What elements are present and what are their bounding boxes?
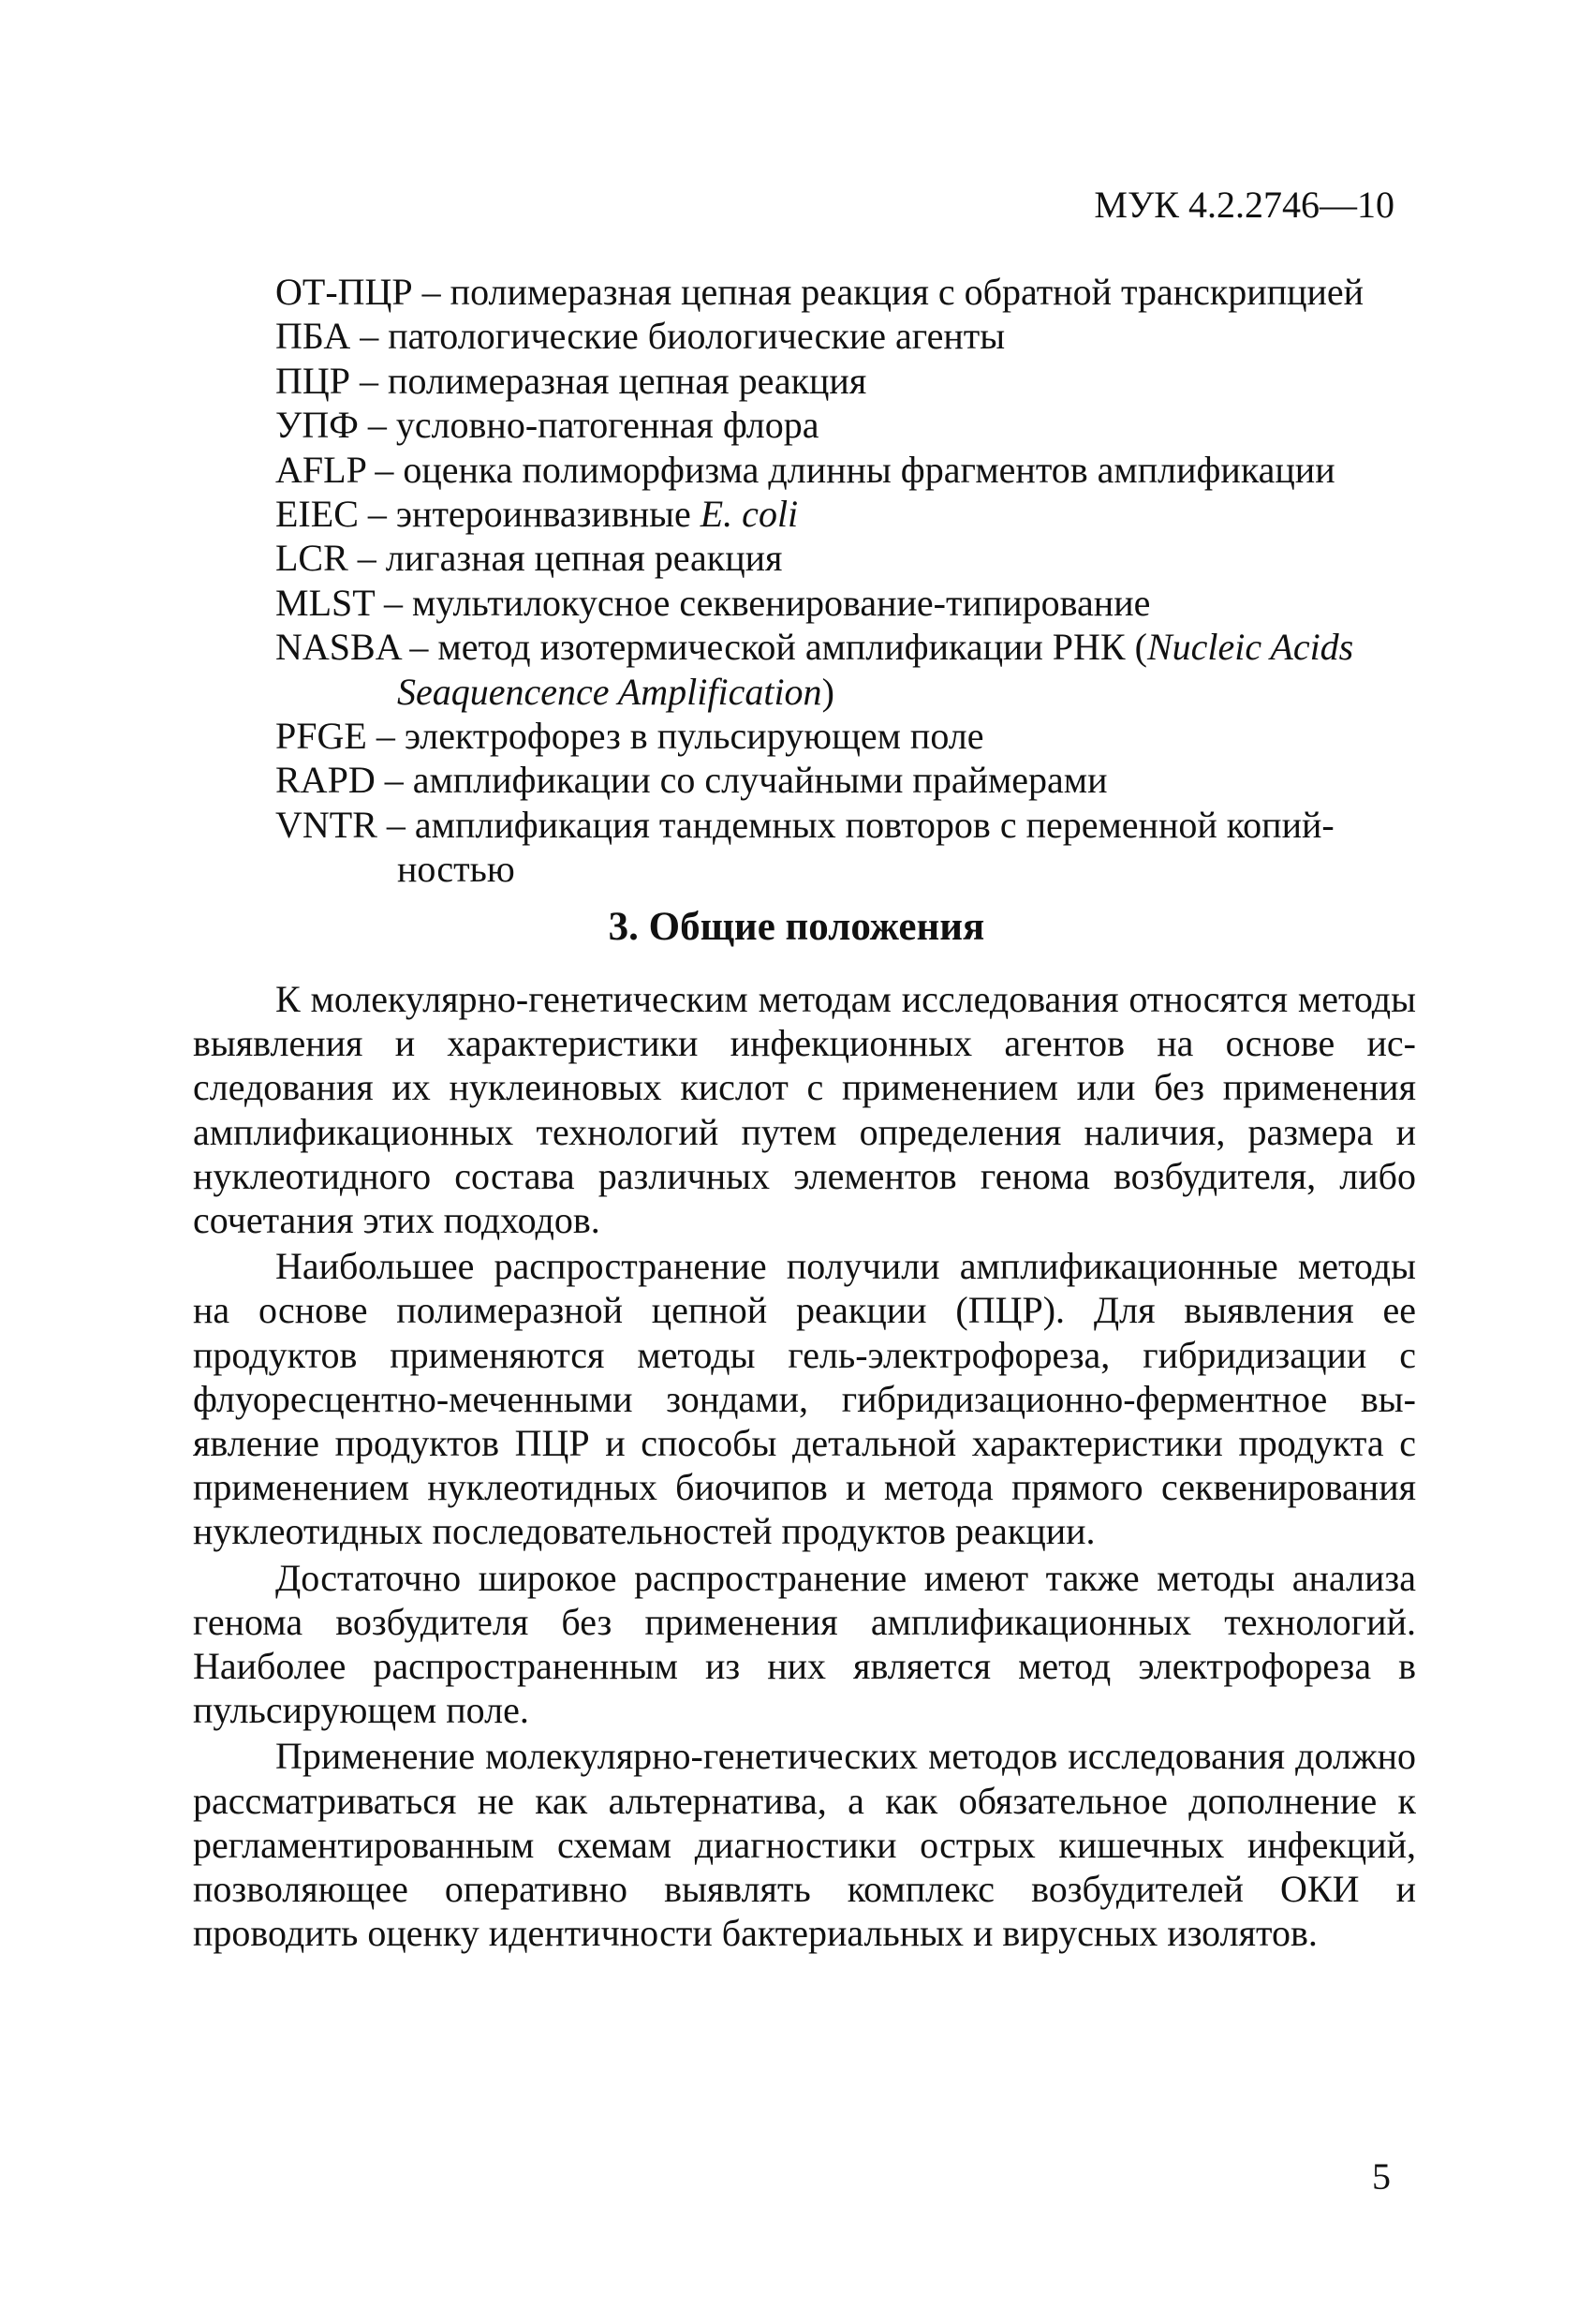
abbreviation-definition: патологические биологические агенты xyxy=(388,315,1006,358)
abbreviation-item: RAPD – амплификации со случайными праймерами xyxy=(275,759,1108,802)
abbreviation-term: VNTR xyxy=(275,803,377,846)
abbreviation-term: LCR xyxy=(275,537,348,580)
abbreviation-term: AFLP xyxy=(275,448,366,491)
section-heading: 3. Общие положения xyxy=(608,905,985,949)
abbreviation-term: RAPD xyxy=(275,759,376,802)
abbreviation-item: EIEC – энтероинвазивные E. coli xyxy=(275,493,799,536)
paragraph: Применение молекулярно-генетических методов исследования должно рассматриваться не как альтернатива, а как обязательное дополнение к регламентированным схемам диагностики острых кишечных инфекций, позволяющее оперативно выявлять комплекс возбудителей ОКИ и проводить оценку идентичности бактериальных и вирусных изолятов. xyxy=(193,1735,1416,1955)
abbreviation-item: УПФ – условно-патогенная флора xyxy=(275,404,819,447)
abbreviation-continuation-tail: ) xyxy=(821,670,834,713)
abbreviation-definition: условно-патогенная флора xyxy=(395,404,819,447)
paragraph: Достаточно широкое распространение имеют также методы анализа генома возбудителя без применения амплификационных технологий. Наиболее распространенным из них является метод электрофореза в пульсирующем поле. xyxy=(193,1556,1416,1732)
page-number: 5 xyxy=(1372,2155,1391,2198)
abbreviation-term: ПЦР xyxy=(275,359,351,402)
abbreviation-definition: энтероинвазивные xyxy=(395,493,701,536)
abbreviation-term: ОТ-ПЦР xyxy=(275,271,413,313)
abbreviation-definition: амплификация тандемных повторов с переменной копий- xyxy=(414,803,1335,846)
abbreviation-item: AFLP – оценка полиморфизма длинны фрагментов амплификации xyxy=(275,448,1335,491)
abbreviation-item: ОТ-ПЦР – полимеразная цепная реакция с обратной транскрипцией xyxy=(275,271,1364,313)
abbreviation-item: NASBA – метод изотермической амплификации РНК (Nucleic Acids Seaquencence Amplification) xyxy=(275,625,1414,714)
abbreviation-continuation xyxy=(275,670,1414,714)
abbreviation-item: ПЦР – полимеразная цепная реакция xyxy=(275,359,867,402)
abbreviation-term: MLST xyxy=(275,581,375,624)
abbreviation-definition: оценка полиморфизма длинны фрагментов амплификации xyxy=(403,448,1335,491)
abbreviation-item: MLST – мультилокусное секвенирование-типирование xyxy=(275,581,1151,624)
abbreviation-continuation: ностью xyxy=(397,848,515,891)
abbreviation-definition: полимеразная цепная реакция с обратной транскрипцией xyxy=(450,271,1364,313)
document-code: МУК 4.2.2746—10 xyxy=(1094,184,1394,226)
abbreviation-item: VNTR – амплификация тандемных повторов с переменной копий- ностью xyxy=(275,803,1414,892)
abbreviation-definition-italic: Nucleic Acids xyxy=(1146,626,1354,669)
abbreviation-item: ПБА – патологические биологические агенты xyxy=(275,315,1006,358)
abbreviation-term: EIEC xyxy=(275,493,359,536)
abbreviation-definition: электрофорез в пульсирующем поле xyxy=(404,715,984,758)
abbreviation-definition: полимеразная цепная реакция xyxy=(388,359,867,402)
abbreviation-item: LCR – лигазная цепная реакция xyxy=(275,537,783,580)
abbreviation-item: PFGE – электрофорез в пульсирующем поле xyxy=(275,715,984,758)
abbreviation-definition: мультилокусное секвенирование-типирование xyxy=(411,581,1151,624)
abbreviation-term: ПБА xyxy=(275,315,351,358)
paragraph: К молекулярно-генетическим методам исследования относятся методы выявления и характеристики инфекционных агентов на основе исследования их нуклеиновых кислот с применением или без применения амплификационных технологий путем определения наличия, размера и нуклеотидного состава различных элементов генома возбудителя, либо сочетания этих подходов. xyxy=(193,978,1416,1242)
abbreviation-continuation-italic: Seaquencence Amplification xyxy=(397,670,822,713)
abbreviation-definition: метод изотермической амплификации РНК ( xyxy=(437,626,1147,669)
abbreviation-term: NASBA xyxy=(275,626,401,669)
abbreviation-list xyxy=(275,270,1414,892)
paragraph: Наибольшее распространение получили амплификационные методы на основе полимеразной цепной реакции (ПЦР). Для выявления ее продуктов применяются методы гель-электрофореза, гибридизации с флуоресцентно-меченными зондами, гибридизационно-ферментное выявление продуктов ПЦР и способы детальной характеристики продукта с применением нуклеотидных биочипов и метода прямого секвенирования нуклеотидных последовательностей продуктов реакции. xyxy=(193,1245,1416,1553)
body-text xyxy=(193,977,1416,1957)
abbreviation-definition-italic: E. coli xyxy=(700,493,799,536)
abbreviation-definition: амплификации со случайными праймерами xyxy=(412,759,1108,802)
abbreviation-term: PFGE xyxy=(275,715,367,758)
abbreviation-term: УПФ xyxy=(275,404,359,447)
abbreviation-definition: лигазная цепная реакция xyxy=(385,537,783,580)
